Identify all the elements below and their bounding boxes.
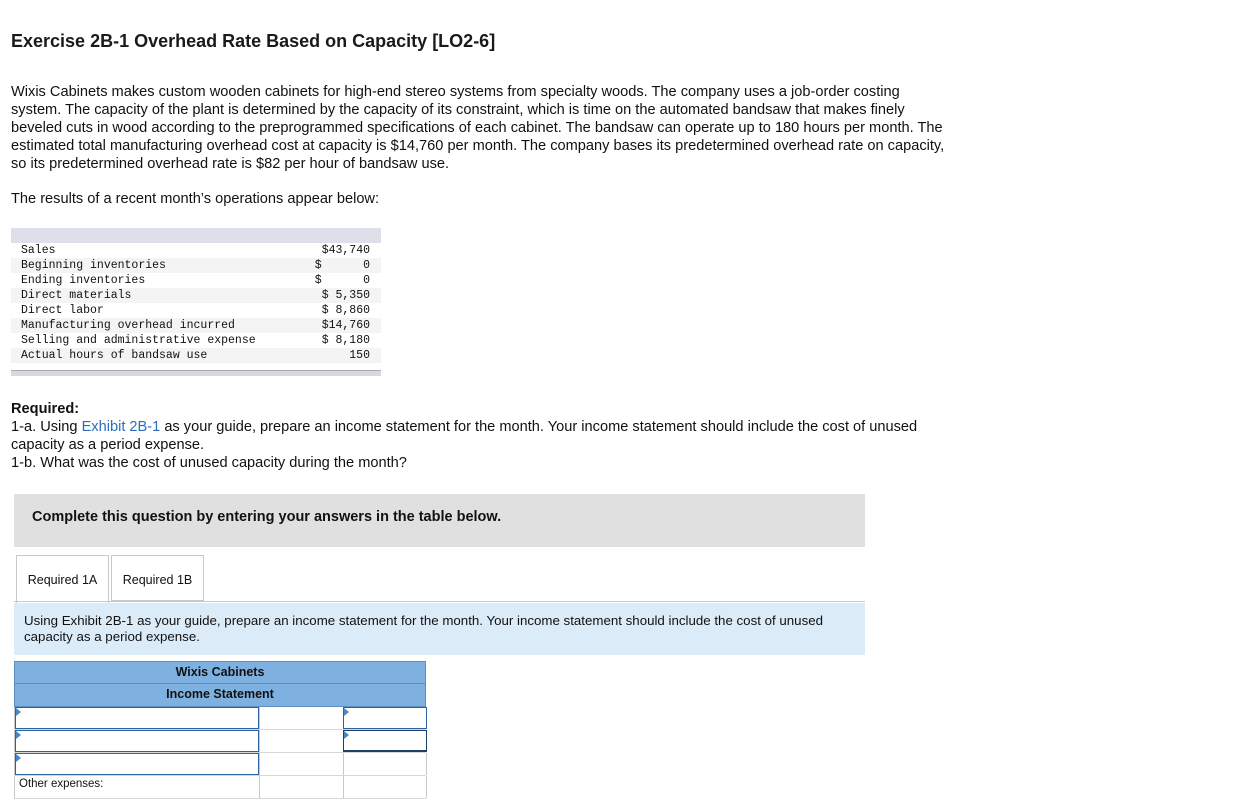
row-value: $14,760 — [302, 318, 381, 333]
dropdown-marker-icon — [344, 708, 349, 716]
amount-cell-empty — [343, 753, 427, 775]
dropdown-marker-icon — [16, 708, 21, 716]
table-row — [11, 303, 381, 318]
data-box-top-bar — [11, 228, 381, 243]
row-label: Manufacturing overhead incurred — [11, 318, 302, 333]
other-expenses-cell — [15, 776, 259, 798]
tab-required-1b[interactable] — [111, 555, 204, 601]
required-1b: 1-b. What was the cost of unused capacity during the month? — [11, 455, 407, 471]
tab-label: Required 1B — [122, 573, 193, 587]
row-value: $ 0 — [302, 258, 381, 273]
required-1a-prefix: 1-a. Using — [11, 419, 82, 435]
line-item-dropdown[interactable] — [15, 707, 259, 729]
exhibit-2b-1-link[interactable]: Exhibit 2B-1 — [81, 419, 161, 435]
row-label: Selling and administrative expense — [21, 334, 256, 347]
amount-input[interactable] — [343, 707, 427, 729]
prompt-text: Using Exhibit 2B-1 as your guide, prepare an income statement for the month. Your income statement should include the cost of unused capacity as a period expense. — [24, 613, 824, 644]
row-value: $43,740 — [321, 244, 370, 257]
row-value: 150 — [302, 348, 381, 363]
row-label: Sales — [21, 244, 56, 257]
instructions-text: Complete this question by entering your answers in the table below. — [32, 509, 502, 525]
dropdown-marker-icon — [16, 754, 21, 762]
table-row — [11, 273, 381, 288]
table-row — [11, 243, 381, 258]
row-value: $ 5,350 — [302, 288, 381, 303]
row-label: Ending inventories — [21, 274, 146, 287]
dropdown-marker-icon — [344, 731, 349, 739]
dropdown-marker-icon — [16, 731, 21, 739]
required-heading: Required: — [11, 401, 80, 417]
other-expenses-label: Other expenses: — [19, 778, 104, 790]
table-row — [11, 333, 381, 348]
row-label: Beginning inventories — [11, 258, 302, 273]
income-statement-table — [14, 661, 426, 799]
data-box-bottom-bar — [11, 370, 381, 376]
table-row — [11, 348, 381, 363]
intro-paragraph: Wixis Cabinets makes custom wooden cabinets for high-end stereo systems from specialty woods. The company uses a job-order costing system. The capacity of the plant is determined by the capacity of its constraint, which is time on the automated bandsaw that makes finely beveled cuts in wood according to the preprogrammed specifications of each cabinet. The bandsaw can operate up to 180 hours per month. The estimated total manufacturing overhead cost at capacity is $14,760 per month. The company bases its predetermined overhead rate on capacity, so its predetermined overhead rate is $82 per hour of bandsaw use. — [11, 84, 945, 172]
amount-cell-empty — [259, 707, 343, 729]
table-row — [11, 258, 381, 273]
table-row — [11, 318, 381, 333]
row-label: Direct materials — [11, 288, 302, 303]
table-row — [11, 288, 381, 303]
amount-cell-empty — [259, 753, 343, 775]
row-label: Direct labor — [21, 304, 104, 317]
exercise-title: Exercise 2B-1 Overhead Rate Based on Capacity [LO2-6] — [11, 31, 496, 51]
table-row — [14, 753, 426, 776]
table-row — [14, 730, 426, 753]
prompt-box — [14, 603, 865, 655]
amount-input[interactable] — [343, 730, 427, 752]
instructions-banner — [14, 494, 865, 547]
line-item-dropdown[interactable] — [15, 753, 259, 775]
line-item-dropdown[interactable] — [15, 730, 259, 752]
row-value: $ 0 — [314, 274, 370, 287]
row-value: $ 8,180 — [321, 334, 370, 347]
required-1a — [11, 419, 917, 453]
operations-data-box — [11, 228, 381, 376]
table-row — [14, 776, 426, 799]
amount-cell-empty — [259, 730, 343, 752]
company-name-header: Wixis Cabinets — [14, 661, 426, 684]
results-intro: The results of a recent month’s operations appear below: — [11, 191, 380, 207]
tab-required-1a[interactable] — [16, 555, 109, 603]
amount-cell-empty — [259, 776, 343, 798]
table-row — [14, 707, 426, 730]
statement-title-header: Income Statement — [14, 684, 426, 707]
operations-table — [11, 243, 381, 363]
required-section — [11, 400, 941, 472]
tab-label: Required 1A — [27, 573, 98, 587]
required-1a-suffix: as your guide, prepare an income statement for the month. Your income statement should include the cost of unused capacity as a period expense. — [11, 419, 918, 453]
row-label: Actual hours of bandsaw use — [11, 348, 302, 363]
amount-cell-empty — [343, 776, 427, 798]
row-value: $ 8,860 — [321, 304, 370, 317]
tab-divider — [14, 601, 865, 602]
